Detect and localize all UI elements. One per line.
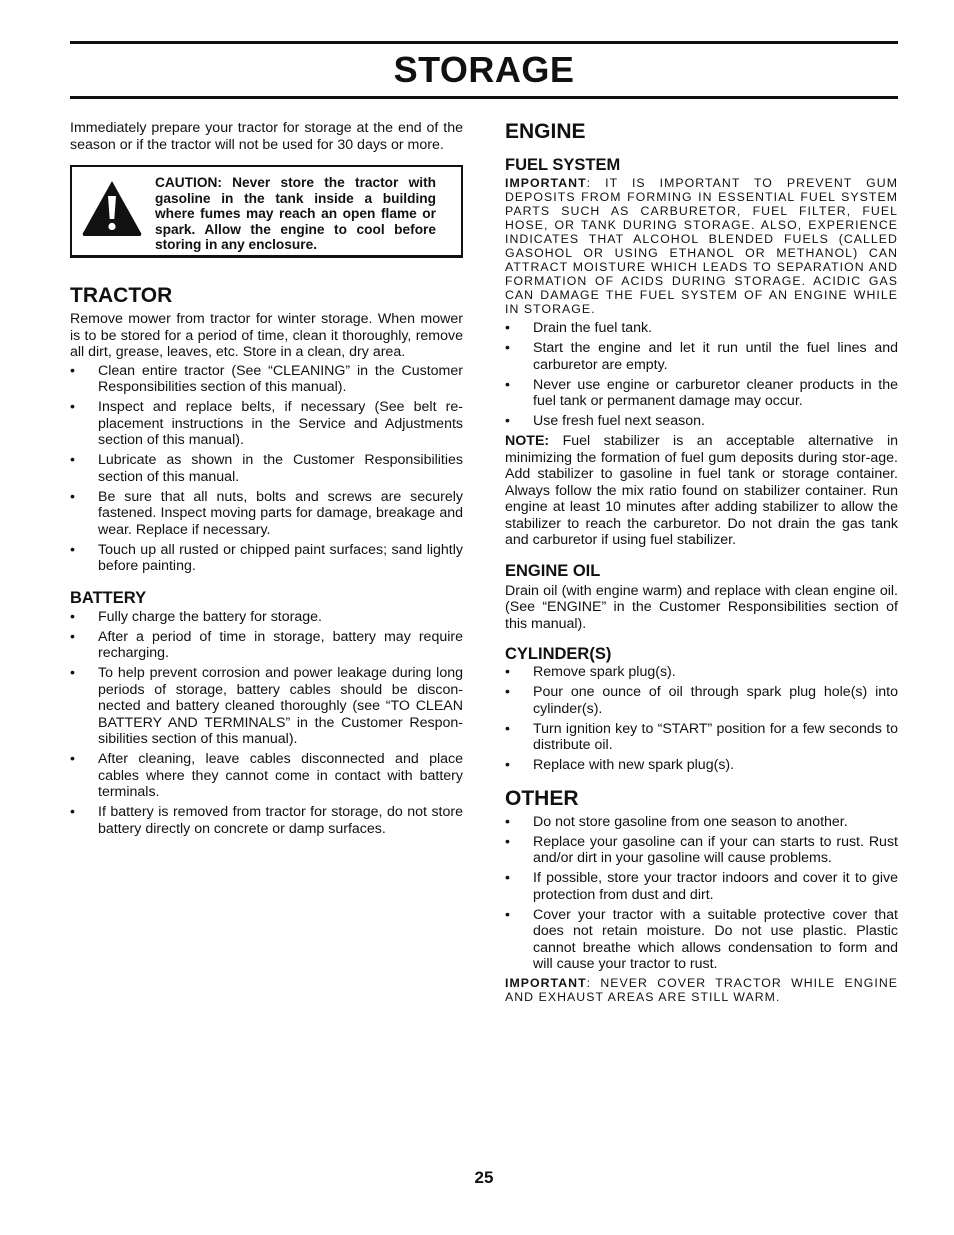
page-title: STORAGE bbox=[393, 49, 575, 90]
list-item: • Fully charge the battery for storage. bbox=[70, 608, 322, 625]
warning-triangle-icon bbox=[81, 179, 143, 237]
list-item: • To help prevent corrosion and power leakage during long periods of storage, battery cables should be discon-nected and battery cleaned thoroughly (see “TO CLEAN BATTERY AND TERMINALS” in the Customer Respon-sibilities section of this manual). bbox=[70, 665, 463, 747]
right-column bbox=[505, 120, 898, 1004]
list-item: • Replace your gasoline can if your can starts to rust. Rust and/or dirt in your gasoline will cause problems. bbox=[505, 833, 898, 866]
list-item: • Turn ignition key to “START” position for a few seconds to distribute oil. bbox=[505, 720, 898, 753]
other-important-notice: IMPORTANT: NEVER COVER TRACTOR WHILE ENGINE AND EXHAUST AREAS ARE STILL WARM. bbox=[505, 976, 898, 1004]
list-item: • Lubricate as shown in the Customer Responsibilities section of this manual. bbox=[70, 452, 463, 485]
tractor-heading: TRACTOR bbox=[70, 284, 173, 307]
list-item: • Inspect and replace belts, if necessary (See belt re-placement instructions in the Service and Adjustments section of this manual). bbox=[70, 399, 463, 448]
left-column bbox=[70, 120, 463, 841]
list-item: • Pour one ounce of oil through spark plug hole(s) into cylinder(s). bbox=[505, 684, 898, 717]
cylinders-heading: CYLINDER(S) bbox=[505, 645, 612, 663]
fuel-important-notice: IMPORTANT: IT IS IMPORTANT TO PREVENT GUM DEPOSITS FROM FORMING IN ESSENTIAL FUEL SYSTEM PARTS SUCH AS CARBURETOR, FUEL FILTER, FUEL HOSE, OR TANK DURING STORAGE. ALSO, EXPERIENCE INDICATES THAT ALCOHOL BLENDED FUELS (CALLED GASOHOL OR USING ETHANOL OR METHANOL) CAN ATTRACT MOISTURE WHICH LEADS TO SEPARATION AND FORMATION OF ACIDS DURING STORAGE. ACIDIC GAS CAN DAMAGE THE FUEL SYSTEM OF AN ENGINE WHILE IN STORAGE. bbox=[505, 176, 898, 316]
list-item: • After cleaning, leave cables disconnected and place cables where they cannot come in contact with battery terminals. bbox=[70, 751, 463, 800]
fuel-system-list bbox=[505, 320, 898, 430]
engine-heading: ENGINE bbox=[505, 120, 586, 143]
caution-box bbox=[70, 165, 463, 258]
list-item: • Be sure that all nuts, bolts and screws are securely fastened. Inspect moving parts for damage, breakage and wear. Replace if necessary. bbox=[70, 488, 463, 538]
list-item: • If possible, store your tractor indoors and cover it to give protection from dust and dirt. bbox=[505, 870, 898, 903]
other-heading: OTHER bbox=[505, 786, 579, 810]
note-label: NOTE: bbox=[505, 433, 550, 449]
list-item: • Start the engine and let it run until the fuel lines and carburetor are empty. bbox=[505, 340, 898, 373]
list-item: • Do not store gasoline from one season to another. bbox=[505, 813, 848, 830]
list-item: • Cover your tractor with a suitable protective cover that does not retain moisture. Do not use plastic. Plastic cannot breathe which allows condensation to form and will cause your tractor to rust. bbox=[505, 906, 898, 972]
engine-oil-heading: ENGINE OIL bbox=[505, 561, 601, 580]
important-label: IMPORTANT bbox=[505, 976, 587, 990]
list-item: • Drain the fuel tank. bbox=[505, 320, 653, 336]
engine-oil-text: Drain oil (with engine warm) and replace with clean engine oil. (See “ENGINE” in the Customer Responsibilities section of this manual). bbox=[505, 582, 898, 632]
list-item: • Remove spark plug(s). bbox=[505, 664, 676, 680]
page-number: 25 bbox=[474, 1168, 494, 1187]
list-item: • Replace with new spark plug(s). bbox=[505, 757, 735, 773]
list-item: • Clean entire tractor (See “CLEANING” in the Customer Responsibilities section of this manual). bbox=[70, 362, 463, 395]
intro-paragraph: Immediately prepare your tractor for storage at the end of the season or if the tractor will not be used for 30 days or more. bbox=[70, 120, 463, 153]
list-item: • Touch up all rusted or chipped paint surfaces; sand lightly before painting. bbox=[70, 541, 463, 574]
list-item: • After a period of time in storage, battery may require recharging. bbox=[70, 628, 463, 661]
tractor-intro: Remove mower from tractor for winter storage. When mower is to be stored for a period of time, clean it thoroughly, remove all dirt, grease, leaves, etc. Store in a clean, dry area. bbox=[70, 311, 463, 360]
battery-list bbox=[70, 609, 463, 838]
fuel-stabilizer-note: NOTE: Fuel stabilizer is an acceptable alternative in minimizing the formation of fuel gum deposits during stor-age. Add stabilizer to gasoline in fuel tank or storage container. Always follow the mix ratio found on stabilizer container. Run engine at least 10 minutes after adding stabilizer to allow the stabilizer to reach the carburetor. Do not drain the gas tank and carburetor if using fuel stabilizer. bbox=[505, 433, 898, 548]
fuel-system-heading: FUEL SYSTEM bbox=[505, 156, 621, 174]
top-rule bbox=[70, 41, 898, 44]
battery-heading: BATTERY bbox=[70, 588, 147, 607]
caution-text: CAUTION: Never store the tractor with gasoline in the tank inside a building where fumes may reach an open flame or spark. Allow the engine to cool before storing in any enclosure. bbox=[155, 175, 436, 252]
list-item: • Use fresh fuel next season. bbox=[505, 413, 705, 429]
important-label: IMPORTANT bbox=[505, 176, 587, 190]
other-list bbox=[505, 814, 898, 973]
title-bottom-rule bbox=[70, 96, 898, 99]
list-item: • Never use engine or carburetor cleaner products in the fuel tank or permanent damage may occur. bbox=[505, 376, 898, 409]
tractor-list bbox=[70, 363, 463, 575]
cylinders-list bbox=[505, 664, 898, 774]
list-item: • If battery is removed from tractor for storage, do not store battery directly on concrete or damp surfaces. bbox=[70, 804, 463, 837]
